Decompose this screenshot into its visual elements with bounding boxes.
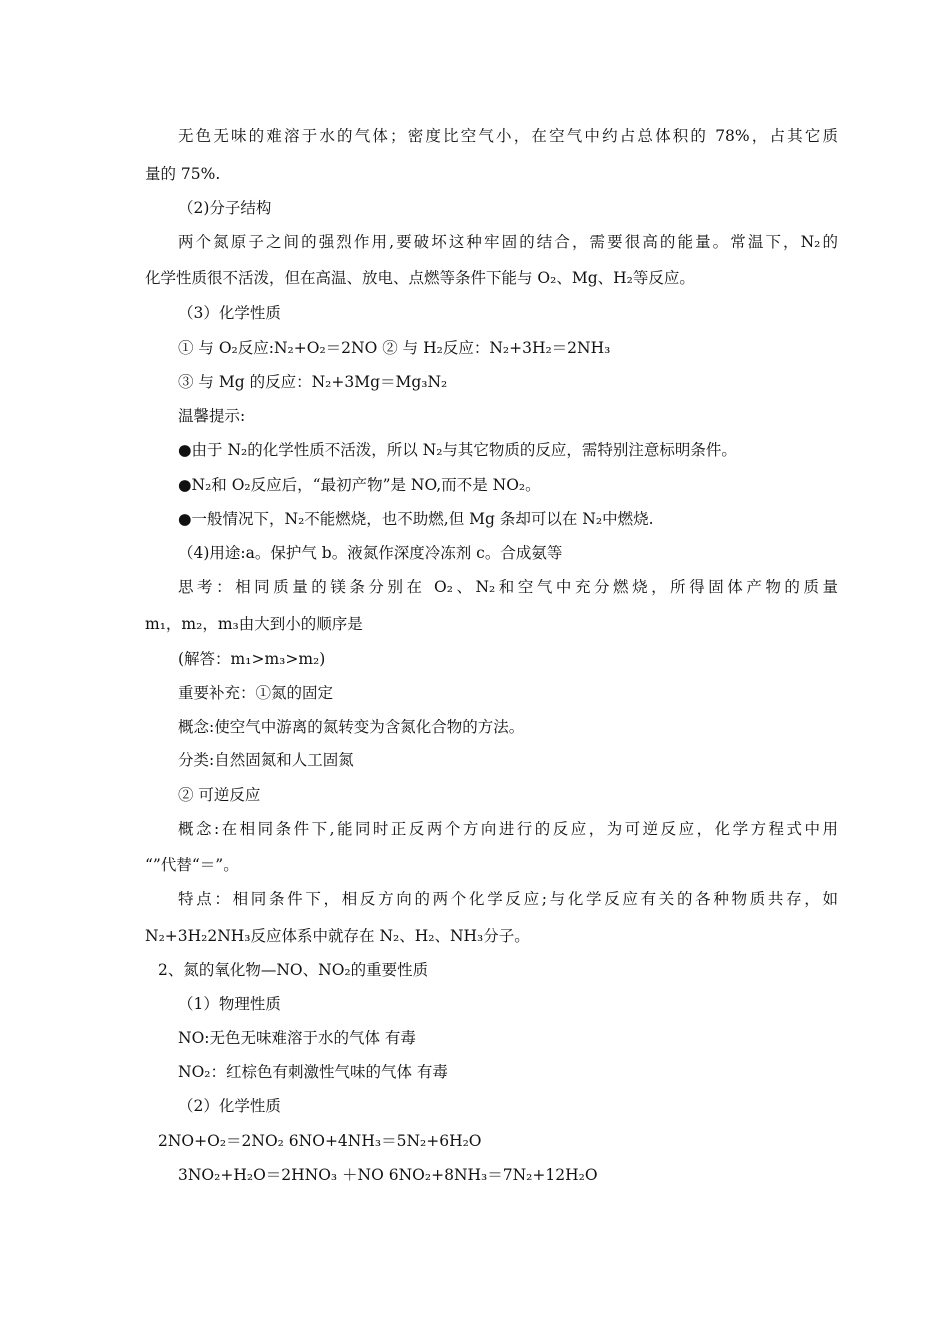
paragraph-line: NO₂：红棕色有刺激性气味的气体 有毒 bbox=[178, 1063, 448, 1081]
paragraph-line: N₂+3H₂2NH₃反应体系中就存在 N₂、H₂、NH₃分子。 bbox=[145, 927, 530, 945]
equation-line: ① 与 O₂反应:N₂+O₂＝2NO ② 与 H₂反应：N₂+3H₂＝2NH₃ bbox=[178, 339, 611, 357]
paragraph-line: 量的 75%. bbox=[145, 165, 221, 183]
equation-line: ③ 与 Mg 的反应：N₂+3Mg＝Mg₃N₂ bbox=[178, 373, 448, 391]
section-heading: （3）化学性质 bbox=[178, 304, 281, 322]
paragraph-line: m₁，m₂，m₃由大到小的顺序是 bbox=[145, 615, 363, 633]
section-heading: （1）物理性质 bbox=[178, 995, 281, 1013]
paragraph-line: 概念:使空气中游离的氮转变为含氮化合物的方法。 bbox=[178, 718, 525, 736]
paragraph-line: 分类:自然固氮和人工固氮 bbox=[178, 751, 354, 769]
paragraph-line: 无色无味的难溶于水的气体；密度比空气小，在空气中约占总体积的 78%，占其它质 bbox=[178, 127, 838, 145]
section-heading: 2、氮的氧化物—NO、NO₂的重要性质 bbox=[158, 961, 429, 979]
section-heading: （2)分子结构 bbox=[178, 199, 272, 217]
section-heading: （2）化学性质 bbox=[178, 1097, 281, 1115]
section-heading: （4)用途:a。保护气 b。液氮作深度冷冻剂 c。合成氨等 bbox=[178, 544, 563, 562]
paragraph-line: 概念:在相同条件下,能同时正反两个方向进行的反应，为可逆反应，化学方程式中用 bbox=[178, 820, 838, 838]
paragraph-line: 特点：相同条件下，相反方向的两个化学反应;与化学反应有关的各种物质共存，如 bbox=[178, 890, 838, 908]
tip-item: ●由于 N₂的化学性质不活泼，所以 N₂与其它物质的反应，需特别注意标明条件。 bbox=[178, 441, 737, 459]
tip-heading: 温馨提示: bbox=[178, 407, 246, 425]
equation-line: 3NO₂+H₂O＝2HNO₃ ＋NO 6NO₂+8NH₃＝7N₂+12H₂O bbox=[178, 1166, 598, 1184]
paragraph-line: 化学性质很不活泼，但在高温、放电、点燃等条件下能与 O₂、Mg、H₂等反应。 bbox=[145, 269, 695, 287]
tip-item: ●N₂和 O₂反应后，“最初产物”是 NO,而不是 NO₂。 bbox=[178, 476, 541, 494]
paragraph-line: ② 可逆反应 bbox=[178, 786, 261, 804]
paragraph-line: NO:无色无味难溶于水的气体 有毒 bbox=[178, 1029, 416, 1047]
paragraph-line: “”代替“＝”。 bbox=[145, 856, 239, 874]
paragraph-line: 两个氮原子之间的强烈作用,要破坏这种牢固的结合，需要很高的能量。常温下，N₂的 bbox=[178, 233, 838, 251]
paragraph-line: 思考：相同质量的镁条分别在 O₂、N₂和空气中充分燃烧，所得固体产物的质量 bbox=[178, 578, 838, 596]
paragraph-line: 重要补充：①氮的固定 bbox=[178, 684, 334, 702]
equation-line: 2NO+O₂＝2NO₂ 6NO+4NH₃＝5N₂+6H₂O bbox=[158, 1132, 482, 1150]
tip-item: ●一般情况下，N₂不能燃烧，也不助燃,但 Mg 条却可以在 N₂中燃烧. bbox=[178, 510, 654, 528]
answer-line: (解答：m₁>m₃>m₂) bbox=[178, 650, 326, 668]
